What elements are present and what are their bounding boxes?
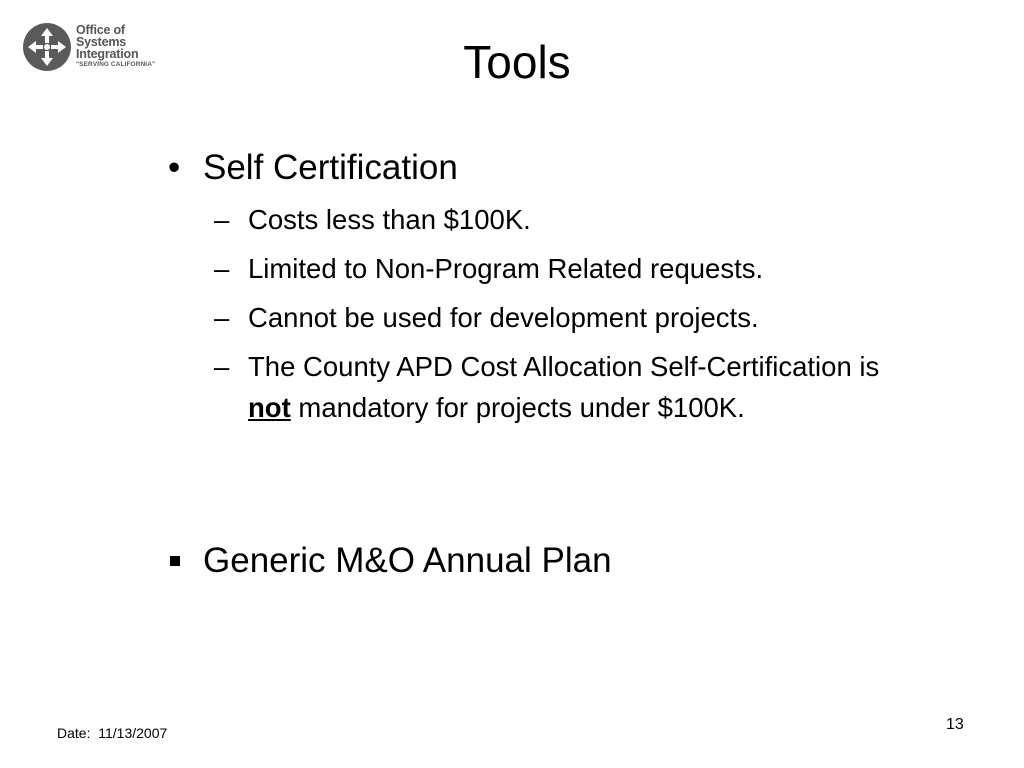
sub-item — [214, 248, 894, 289]
sub-item — [214, 297, 894, 338]
bullet-text: Self Certification — [203, 148, 458, 187]
sub-item-text: Limited to Non-Program Related requests. — [248, 253, 764, 284]
sub-item-text-after: mandatory for projects under $100K. — [298, 392, 745, 423]
date-value: 11/13/2007 — [98, 725, 168, 741]
bullet-text: Generic M&O Annual Plan — [203, 541, 612, 580]
date-label: Date: — [57, 725, 91, 741]
sub-item-text — [248, 346, 894, 428]
logo-line-3: Integration — [76, 47, 139, 61]
sub-item — [214, 346, 894, 428]
dash-bullet-icon: – — [214, 253, 230, 284]
sub-item-text: Costs less than $100K. — [248, 204, 531, 235]
emphasis-not: not — [248, 392, 291, 423]
square-bullet-icon — [170, 556, 180, 566]
slide-title: Tools — [463, 36, 571, 88]
logo-tagline: "SERVING CALIFORNIA" — [76, 61, 156, 68]
dash-bullet-icon: – — [214, 204, 230, 235]
round-bullet-icon: • — [168, 148, 181, 187]
footer-date — [57, 725, 167, 741]
sub-item — [214, 199, 894, 240]
logo-line-1: Office of — [76, 23, 125, 37]
dash-bullet-icon: – — [214, 302, 230, 333]
self-certification-sub-list — [214, 199, 894, 436]
slide-number: 13 — [946, 716, 964, 733]
dash-bullet-icon: – — [214, 351, 230, 382]
logo-line-2: Systems — [76, 35, 127, 49]
sub-item-text: Cannot be used for development projects. — [248, 302, 759, 333]
sub-item-text-before: The County APD Cost Allocation Self-Certification is — [248, 351, 880, 382]
